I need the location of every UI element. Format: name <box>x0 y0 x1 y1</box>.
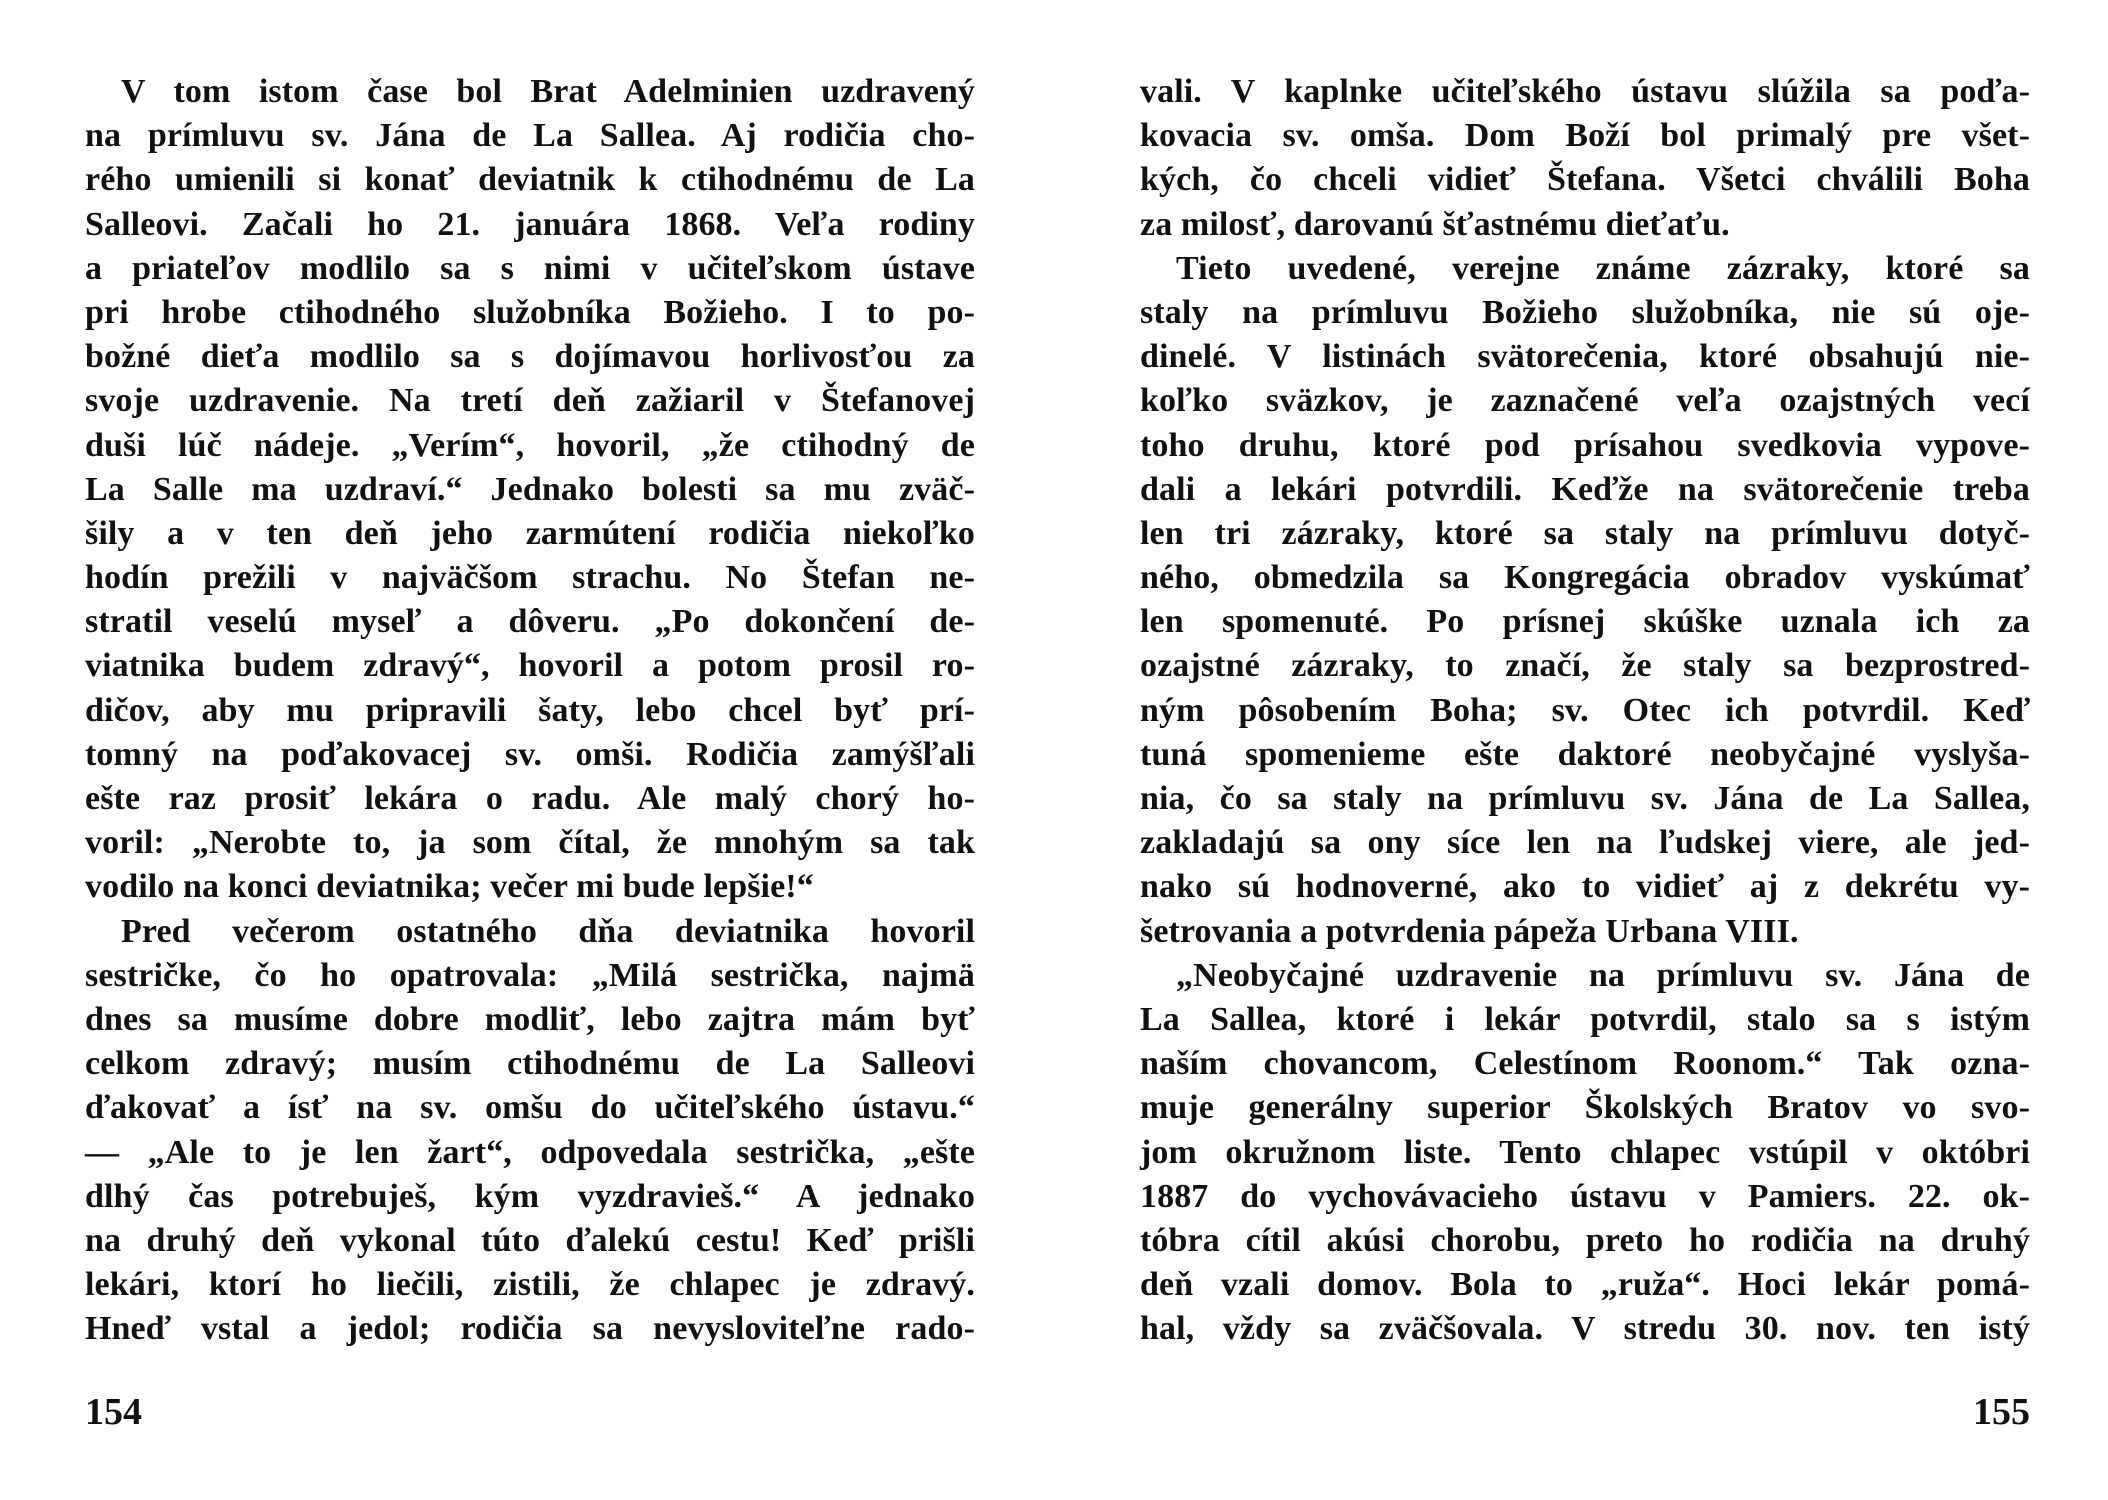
text-line: — „Ale to je len žart“, odpovedala sestrička, „ešte <box>85 1133 975 1171</box>
text-line: La Sallea, ktoré i lekár potvrdil, stalo sa s istým <box>1140 1000 2030 1038</box>
text-line: kovacia sv. omša. Dom Boží bol primalý pre všet- <box>1140 117 2030 155</box>
left-page <box>85 70 975 1450</box>
right-page <box>1140 70 2030 1450</box>
text-line: tomný na poďakovacej sv. omši. Rodičia zamýšľali <box>85 735 975 773</box>
text-line: len spomenuté. Po prísnej skúške uznala ich za <box>1140 603 2030 641</box>
left-page-text <box>85 70 975 1351</box>
text-line: ným pôsobením Boha; sv. Otec ich potvrdil. Keď <box>1140 691 2030 729</box>
text-line: dnes sa musíme dobre modliť, lebo zajtra mám byť <box>85 1000 975 1038</box>
text-line: šily a v ten deň jeho zarmútení rodičia niekoľko <box>85 514 975 552</box>
text-line: svoje uzdravenie. Na tretí deň zažiaril v Štefanovej <box>85 382 975 420</box>
text-line: ďakovať a ísť na sv. omšu do učiteľského ústavu.“ <box>85 1089 975 1127</box>
text-line: koľko sväzkov, je zaznačené veľa ozajstných vecí <box>1140 382 2030 420</box>
text-line: hal, vždy sa zväčšovala. V stredu 30. nov. ten istý <box>1140 1310 2030 1348</box>
text-line: šetrovania a potvrdenia pápeža Urbana VIII. <box>1140 912 1799 950</box>
text-line: vali. V kaplnke učiteľského ústavu slúžila sa poďa- <box>1140 73 2030 110</box>
text-line: muje generálny superior Školských Bratov vo svo- <box>1140 1089 2030 1127</box>
text-line: Tieto uvedené, verejne známe zázraky, ktoré sa <box>1176 249 2030 287</box>
text-line: vodilo na konci deviatnika; večer mi bude lepšie!“ <box>85 868 814 906</box>
text-line: sestričke, čo ho opatrovala: „Milá sestrička, najmä <box>85 956 975 994</box>
text-line: kých, čo chceli vidieť Štefana. Všetci chválili Boha <box>1140 161 2030 199</box>
text-line: 1887 do vychovávacieho ústavu v Pamiers. 22. ok- <box>1140 1177 2030 1215</box>
text-line: dlhý čas potrebuješ, kým vyzdravieš.“ A jednako <box>85 1177 975 1215</box>
text-line: tuná spomenieme ešte daktoré neobyčajné vyslyša- <box>1140 735 2030 773</box>
text-line: hodín prežili v najväčšom strachu. No Štefan ne- <box>85 559 975 597</box>
text-line: za milosť, darovanú šťastnému dieťaťu. <box>1140 205 1730 243</box>
text-line: zakladajú sa ony síce len na ľudskej viere, ale jed- <box>1140 824 2030 862</box>
text-line: stratil veselú myseľ a dôveru. „Po dokončení de- <box>85 603 975 641</box>
text-line: voril: „Nerobte to, ja som čítal, že mnohým sa tak <box>85 824 975 862</box>
text-line: na druhý deň vykonal túto ďalekú cestu! Keď prišli <box>85 1221 975 1259</box>
text-line: ešte raz prosiť lekára o radu. Ale malý chorý ho- <box>85 780 975 817</box>
right-page-text <box>1140 70 2030 1351</box>
page-number: 154 <box>85 1391 142 1433</box>
text-line: Pred večerom ostatného dňa deviatnika hovoril <box>121 912 975 950</box>
text-line: len tri zázraky, ktoré sa staly na prímluvu dotyč- <box>1140 514 2030 552</box>
page-number: 155 <box>1973 1391 2030 1433</box>
text-line: nako sú hodnoverné, ako to vidieť aj z dekrétu vy- <box>1140 868 2030 906</box>
text-line: Hneď vstal a jedol; rodičia sa nevysloviteľne rado- <box>85 1310 975 1348</box>
text-line: V tom istom čase bol Brat Adelminien uzdravený <box>121 73 975 110</box>
text-line: La Salle ma uzdraví.“ Jednako bolesti sa mu zväč- <box>85 470 975 508</box>
text-line: deň vzali domov. Bola to „ruža“. Hoci lekár pomá- <box>1140 1266 2030 1304</box>
text-line: tóbra cítil akúsi chorobu, preto ho rodičia na druhý <box>1140 1221 2030 1259</box>
text-line: Salleovi. Začali ho 21. januára 1868. Veľa rodiny <box>85 205 975 243</box>
text-line: staly na prímluvu Božieho služobníka, nie sú oje- <box>1140 293 2030 331</box>
text-line: ného, obmedzila sa Kongregácia obradov vyskúmať <box>1140 559 2030 597</box>
text-line: a priateľov modlilo sa s nimi v učiteľskom ústave <box>85 249 975 287</box>
text-line: dičov, aby mu pripravili šaty, lebo chcel byť prí- <box>85 691 975 729</box>
text-line: rého umienili si konať deviatnik k ctihodnému de La <box>85 161 975 199</box>
text-line: naším chovancom, Celestínom Roonom.“ Tak ozna- <box>1140 1045 2030 1083</box>
text-line: lekári, ktorí ho liečili, zistili, že chlapec je zdravý. <box>85 1266 975 1304</box>
text-line: celkom zdravý; musím ctihodnému de La Salleovi <box>85 1045 975 1083</box>
text-line: dali a lekári potvrdili. Keďže na svätorečenie treba <box>1140 470 2030 508</box>
text-line: nia, čo sa staly na prímluvu sv. Jána de La Sallea, <box>1140 780 2030 817</box>
text-line: božné dieťa modlilo sa s dojímavou horlivosťou za <box>85 338 975 376</box>
text-line: dinelé. V listinách svätorečenia, ktoré obsahujú nie- <box>1140 338 2030 376</box>
text-line: jom okružnom liste. Tento chlapec vstúpil v októbri <box>1140 1133 2030 1171</box>
text-line: „Neobyčajné uzdravenie na prímluvu sv. Jána de <box>1176 956 2030 994</box>
text-line: ozajstné zázraky, to značí, že staly sa bezprostred- <box>1140 647 2030 685</box>
text-line: pri hrobe ctihodného služobníka Božieho. I to po- <box>85 293 975 331</box>
text-line: duši lúč nádeje. „Verím“, hovoril, „že ctihodný de <box>85 426 975 464</box>
text-line: toho druhu, ktoré pod prísahou svedkovia vypove- <box>1140 426 2030 464</box>
text-line: na prímluvu sv. Jána de La Sallea. Aj rodičia cho- <box>85 117 975 155</box>
text-line: viatnika budem zdravý“, hovoril a potom prosil ro- <box>85 647 975 685</box>
